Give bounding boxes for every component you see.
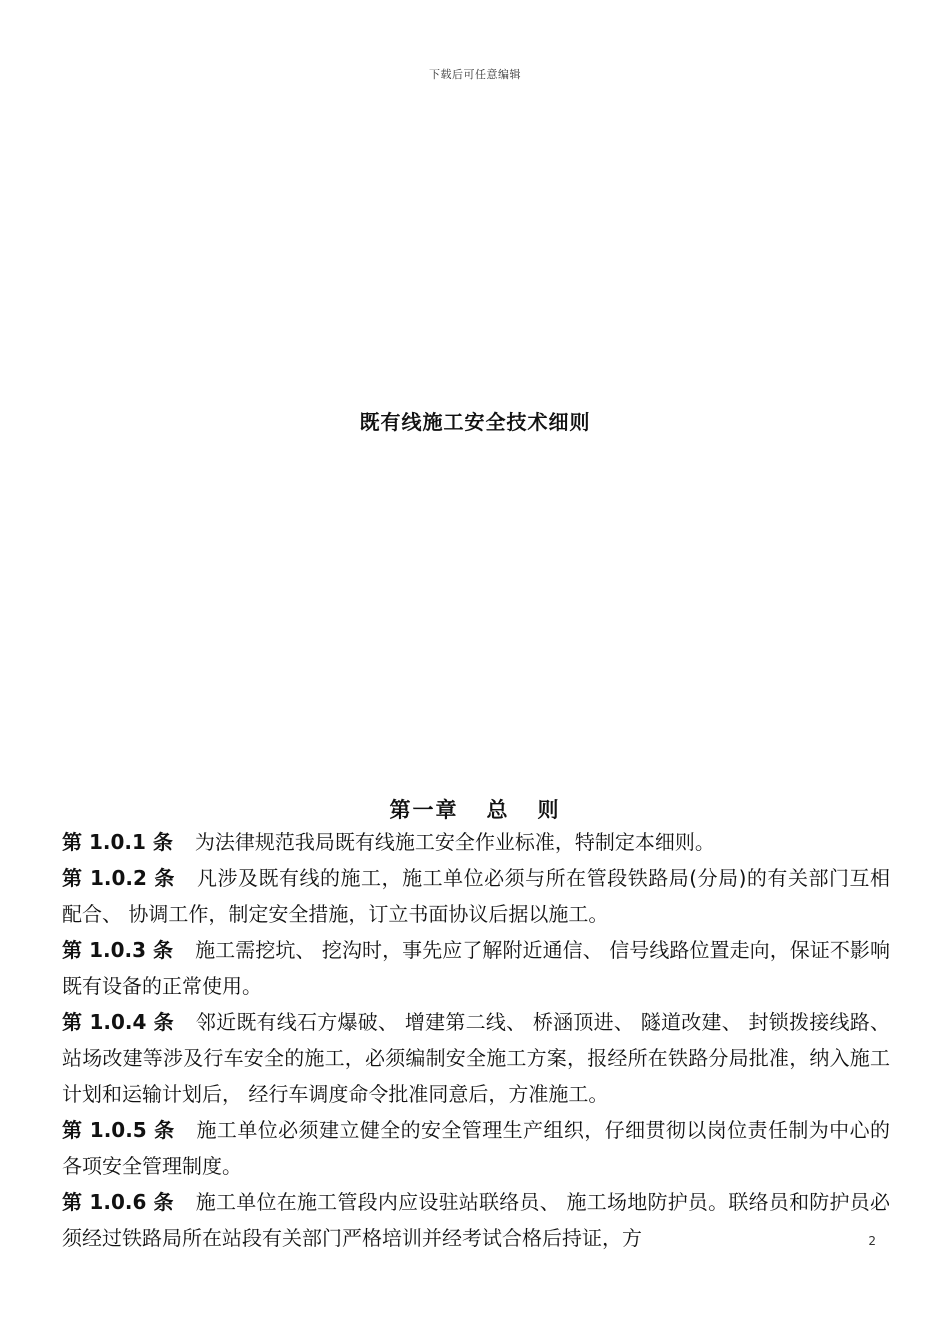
article-text: 为法律规范我局既有线施工安全作业标准，特制定本细则。 bbox=[194, 830, 715, 854]
article-number: 第 1.0.6 条 bbox=[62, 1190, 174, 1214]
chapter-number: 第一章 bbox=[389, 798, 459, 822]
page-number: 2 bbox=[868, 1234, 876, 1248]
article-text: 施工单位必须建立健全的安全管理生产组织，仔细贯彻以岗位责任制为中心的各项安全管理制度。 bbox=[62, 1118, 891, 1178]
article-1-0-5 bbox=[62, 1112, 890, 1184]
chapter-heading bbox=[0, 794, 950, 824]
article-1-0-4 bbox=[62, 1004, 890, 1112]
chapter-name-part1: 总 bbox=[486, 798, 510, 822]
document-title: 既有线施工安全技术细则 bbox=[359, 410, 591, 434]
article-text: 施工单位在施工管段内应设驻站联络员、 施工场地防护员。联络员和防护员必须经过铁路局所在站段有关部门严格培训并经考试合格后持证，方 bbox=[62, 1190, 890, 1250]
article-number: 第 1.0.4 条 bbox=[62, 1010, 174, 1034]
article-number: 第 1.0.3 条 bbox=[62, 938, 174, 962]
article-text: 凡涉及既有线的施工，施工单位必须与所在管段铁路局(分局)的有关部门互相配合、 协调工作，制定安全措施，订立书面协议后据以施工。 bbox=[62, 866, 891, 926]
article-text: 邻近既有线石方爆破、 增建第二线、 桥涵顶进、 隧道改建、 封锁拨接线路、 站场改建等涉及行车安全的施工，必须编制安全施工方案，报经所在铁路分局批准，纳入施工计划和运输计划后， 经行车调度命令批准同意后，方准施工。 bbox=[62, 1010, 890, 1106]
article-number: 第 1.0.1 条 bbox=[62, 830, 173, 854]
article-1-0-1 bbox=[62, 824, 890, 860]
article-1-0-6 bbox=[62, 1184, 890, 1256]
article-text: 施工需挖坑、 挖沟时，事先应了解附近通信、 信号线路位置走向，保证不影响既有设备的正常使用。 bbox=[62, 938, 890, 998]
chapter-name-part2: 则 bbox=[537, 798, 561, 822]
article-1-0-2 bbox=[62, 860, 890, 932]
article-1-0-3 bbox=[62, 932, 890, 1004]
article-number: 第 1.0.5 条 bbox=[62, 1118, 175, 1142]
page-header-note: 下载后可任意编辑 bbox=[429, 68, 521, 81]
article-list bbox=[62, 824, 890, 1256]
article-number: 第 1.0.2 条 bbox=[62, 866, 175, 890]
